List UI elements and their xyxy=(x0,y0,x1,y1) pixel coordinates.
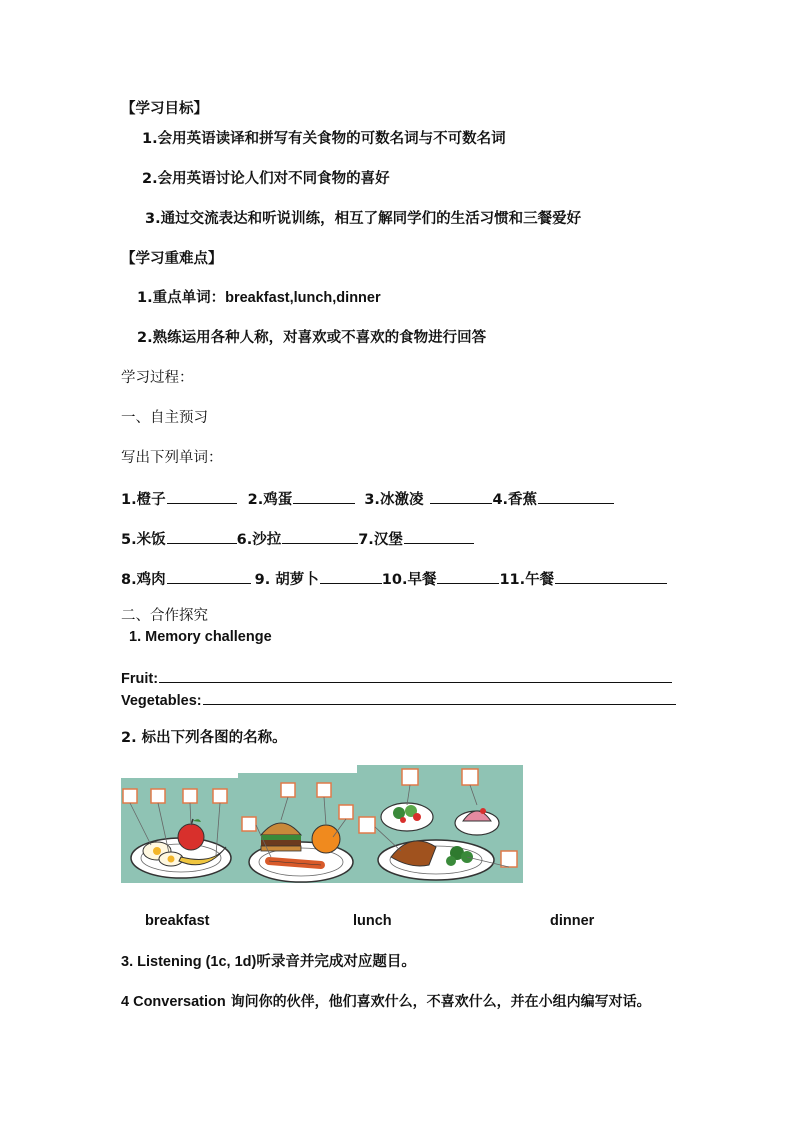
label-box[interactable] xyxy=(359,817,375,833)
goal-item-2: 2.会用英语讨论人们对不同食物的喜好 xyxy=(142,171,390,187)
task3-en: 3. Listening (1c, 1d) xyxy=(121,954,257,970)
key-points-heading: 【学习重难点】 xyxy=(121,251,223,267)
label-box[interactable] xyxy=(317,783,331,797)
answer-blank[interactable] xyxy=(404,527,474,544)
label-box[interactable] xyxy=(402,769,418,785)
word-carrot: 9. 胡萝卜 xyxy=(254,572,319,588)
fruit-answer-line[interactable] xyxy=(159,666,672,683)
label-box[interactable] xyxy=(213,789,227,803)
answer-blank[interactable] xyxy=(555,567,667,584)
goal-item-3: 3.通过交流表达和听说训练，相互了解同学们的生活习惯和三餐爱好 xyxy=(145,211,582,227)
key-point-2: 2.熟练运用各种人称，对喜欢或不喜欢的食物进行回答 xyxy=(137,330,487,346)
task4-en: 4 Conversation xyxy=(121,994,226,1010)
word-banana: 4.香蕉 xyxy=(492,492,538,508)
answer-blank[interactable] xyxy=(437,567,499,584)
word-icecream: 3.冰激凌 xyxy=(364,492,424,508)
fruit-line xyxy=(121,666,672,689)
task2-title: 2. 标出下列各图的名称。 xyxy=(121,730,287,746)
vegetables-answer-line[interactable] xyxy=(203,688,676,705)
goal-item-1: 1.会用英语读译和拼写有关食物的可数名词与不可数名词 xyxy=(142,131,506,147)
answer-blank[interactable] xyxy=(538,487,614,504)
key-point-1-prefix: 1.重点单词： xyxy=(137,290,226,306)
answer-blank[interactable] xyxy=(293,487,355,504)
task4 xyxy=(121,992,651,1012)
label-box[interactable] xyxy=(183,789,197,803)
word-row-3 xyxy=(121,567,667,590)
answer-blank[interactable] xyxy=(430,487,492,504)
task3 xyxy=(121,952,416,972)
label-box[interactable] xyxy=(123,789,137,803)
section2-title: 二、合作探究 xyxy=(121,608,208,624)
word-rice: 5.米饭 xyxy=(121,532,166,548)
key-point-1-words: breakfast,lunch,dinner xyxy=(225,290,381,306)
task3-zh: 听录音并完成对应题目。 xyxy=(256,954,416,970)
label-box[interactable] xyxy=(151,789,165,803)
word-hamburger: 7.汉堡 xyxy=(358,532,403,548)
answer-blank[interactable] xyxy=(167,527,237,544)
answer-blank[interactable] xyxy=(282,527,358,544)
label-box[interactable] xyxy=(242,817,256,831)
word-orange: 1.橙子 xyxy=(121,492,166,508)
label-box[interactable] xyxy=(501,851,517,867)
task4-zh: 询问你的伙伴，他们喜欢什么，不喜欢什么，并在小组内编写对话。 xyxy=(225,994,651,1010)
word-instruction: 写出下列单词： xyxy=(121,450,223,466)
vegetables-line xyxy=(121,688,676,711)
word-egg: 2.鸡蛋 xyxy=(247,492,293,508)
word-lunch: 11.午餐 xyxy=(499,572,555,588)
word-row-2 xyxy=(121,527,474,550)
label-box[interactable] xyxy=(462,769,478,785)
label-dinner: dinner xyxy=(550,913,595,929)
process-heading: 学习过程： xyxy=(121,370,194,386)
section1-title: 一、自主预习 xyxy=(121,410,208,426)
answer-blank[interactable] xyxy=(167,567,251,584)
meal-pictures xyxy=(121,765,523,883)
fruit-label: Fruit: xyxy=(121,671,159,687)
word-chicken: 8.鸡肉 xyxy=(121,572,166,588)
key-point-1 xyxy=(137,288,381,308)
memory-challenge: 1. Memory challenge xyxy=(129,629,272,645)
label-box[interactable] xyxy=(339,805,353,819)
word-row-1 xyxy=(121,487,614,510)
word-breakfast: 10.早餐 xyxy=(381,572,437,588)
word-salad: 6.沙拉 xyxy=(236,532,282,548)
goals-heading: 【学习目标】 xyxy=(121,101,208,117)
label-box[interactable] xyxy=(281,783,295,797)
vegetables-label: Vegetables: xyxy=(121,693,202,709)
answer-blank[interactable] xyxy=(167,487,237,504)
answer-blank[interactable] xyxy=(320,567,382,584)
label-breakfast: breakfast xyxy=(145,913,210,929)
label-lunch: lunch xyxy=(353,913,392,929)
